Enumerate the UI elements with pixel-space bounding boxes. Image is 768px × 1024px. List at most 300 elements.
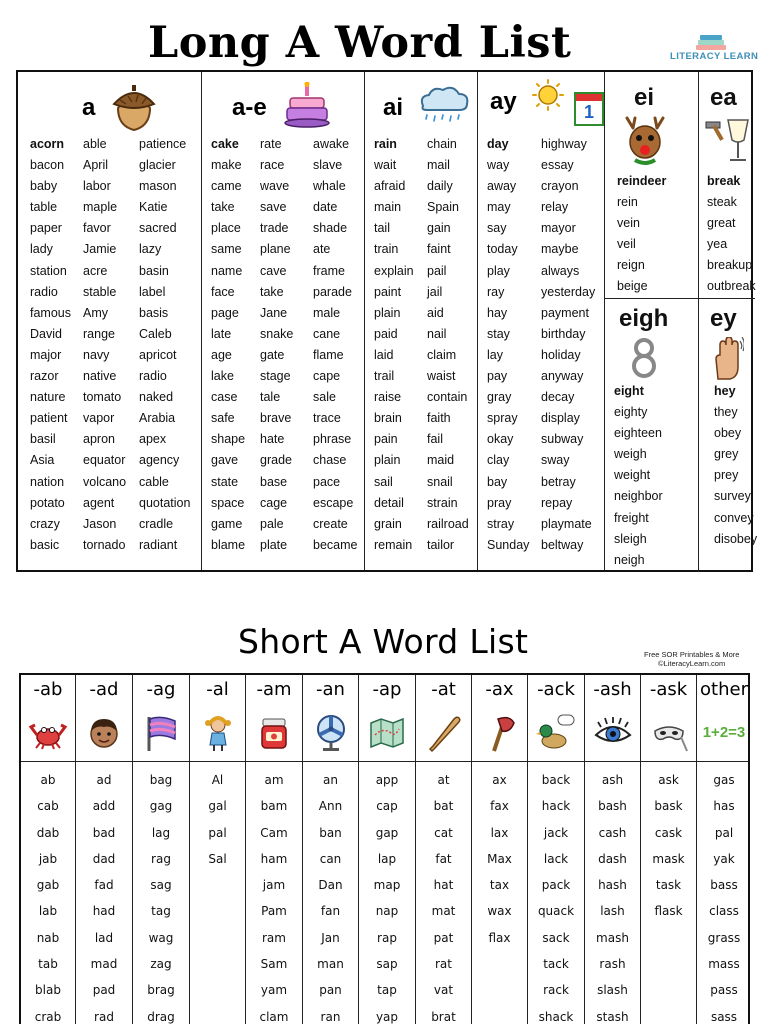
a-e-word: make <box>211 158 242 173</box>
ay-word: relay <box>541 200 569 215</box>
a-e-word: brave <box>260 411 292 426</box>
short-a-word: mass <box>708 957 740 972</box>
a-word: radiant <box>139 537 178 552</box>
short-column-label: -ax <box>485 679 514 700</box>
ai-word: fail <box>427 432 443 447</box>
a-e-word: gave <box>211 453 239 468</box>
a-e-word: snake <box>260 326 294 341</box>
ai-word: tail <box>374 221 390 236</box>
equation-icon: 1+2=3 <box>702 724 746 741</box>
ay-word: holiday <box>541 347 581 362</box>
a-word: maple <box>83 200 118 215</box>
short-a-table <box>19 673 750 1024</box>
a-word: bacon <box>30 158 65 173</box>
short-a-word: jack <box>543 825 569 840</box>
a-word: tomato <box>83 390 122 405</box>
ay-word: essay <box>541 158 574 173</box>
ai-word: remain <box>374 537 413 552</box>
section-ai-col-2 <box>427 134 469 556</box>
ay-word: today <box>487 242 518 257</box>
short-a-word: brat <box>431 1009 456 1024</box>
number-eight-icon <box>627 337 661 379</box>
section-ei-label: ei <box>634 84 655 111</box>
short-column-words <box>190 767 245 872</box>
short-a-word: back <box>541 773 571 787</box>
a-word: nation <box>30 474 65 489</box>
short-a-word: sap <box>376 957 398 972</box>
short-a-word: hack <box>541 799 571 814</box>
a-e-word: age <box>211 347 232 362</box>
a-word: agent <box>83 495 115 510</box>
literacy-learn-logo <box>670 36 759 66</box>
short-a-word: vat <box>433 983 454 998</box>
a-word: Jamie <box>83 242 117 257</box>
section-a-col-1 <box>30 134 71 556</box>
a-e-word: place <box>211 221 241 236</box>
short-a-word: cash <box>598 825 627 840</box>
short-a-word: tab <box>38 957 58 972</box>
section-eigh <box>605 299 698 572</box>
ai-word: rain <box>374 137 397 151</box>
short-column-ax <box>472 675 528 1024</box>
ai-word: paint <box>374 284 402 299</box>
eigh-word: neigh <box>614 552 645 567</box>
short-a-word: pal <box>208 825 227 840</box>
ay-word: away <box>487 179 517 194</box>
section-ay <box>478 72 605 570</box>
a-e-word: save <box>260 200 287 215</box>
a-e-word: ate <box>313 242 331 257</box>
ai-word: jail <box>427 284 443 299</box>
a-word: vapor <box>83 411 115 426</box>
a-e-word: shade <box>313 221 348 236</box>
short-a-word: pass <box>710 983 738 998</box>
short-column-at <box>416 675 472 1024</box>
crab-icon <box>28 713 68 753</box>
free-note <box>644 650 739 668</box>
section-ea <box>698 72 755 298</box>
short-a-word: cat <box>434 825 453 840</box>
ay-word: birthday <box>541 326 586 341</box>
short-column-words <box>416 767 471 1024</box>
short-a-word: gap <box>375 825 399 840</box>
short-column-label: -at <box>431 679 456 700</box>
a-e-word: escape <box>313 495 354 510</box>
short-column-label: -ad <box>89 679 119 700</box>
short-a-word: drag <box>147 1009 175 1024</box>
a-e-word: face <box>211 284 235 299</box>
short-column-label: -ag <box>146 679 176 700</box>
a-word: naked <box>139 390 174 405</box>
short-a-word: sass <box>710 1009 738 1024</box>
ai-word: daily <box>427 179 453 194</box>
short-a-word: crab <box>34 1009 62 1024</box>
short-a-word: bad <box>92 825 116 840</box>
short-a-word: ban <box>319 825 342 840</box>
a-e-word: pale <box>260 516 284 531</box>
short-a-word: jam <box>262 878 286 893</box>
short-a-word: can <box>319 851 342 866</box>
short-a-word: rap <box>377 930 397 945</box>
a-word: navy <box>83 347 110 362</box>
a-word: apex <box>139 432 167 447</box>
ai-word: aid <box>427 305 444 320</box>
short-a-word: flax <box>488 930 511 945</box>
ay-word: way <box>487 158 510 173</box>
short-a-word: yak <box>713 851 735 866</box>
ay-word: subway <box>541 432 584 447</box>
ay-word: lay <box>487 347 503 362</box>
short-a-word: yam <box>260 983 288 998</box>
section-a-e-label: a-e <box>232 94 267 121</box>
ay-word: day <box>487 137 509 151</box>
short-a-word: sag <box>150 878 172 893</box>
short-a-word: gab <box>36 878 60 893</box>
section-ey-words <box>714 381 757 550</box>
short-column-words <box>246 767 302 1024</box>
short-a-word: mash <box>596 930 629 945</box>
short-a-word: Pam <box>261 904 287 919</box>
short-a-word: dash <box>598 851 627 866</box>
ey-word: grey <box>714 447 739 462</box>
short-column-other <box>697 675 751 1024</box>
short-a-word: flask <box>654 904 683 919</box>
a-e-word: case <box>211 390 238 405</box>
section-ei-words <box>617 171 666 298</box>
short-a-word: man <box>317 957 344 972</box>
a-e-word: cape <box>313 369 341 384</box>
ea-word: outbreak <box>707 279 756 294</box>
a-e-word: came <box>211 179 242 194</box>
short-column-ad <box>76 675 133 1024</box>
a-e-word: became <box>313 537 358 552</box>
short-a-word: slash <box>597 983 628 998</box>
ai-word: gain <box>427 221 451 236</box>
a-word: apron <box>83 432 115 447</box>
short-a-word: class <box>709 904 739 919</box>
short-a-word: lack <box>543 851 569 866</box>
duck-quack-icon <box>536 713 576 753</box>
ay-word: payment <box>541 305 589 320</box>
ai-word: Spain <box>427 200 459 215</box>
a-word: native <box>83 369 117 384</box>
short-column-ash <box>585 675 641 1024</box>
ai-word: explain <box>374 263 414 278</box>
section-ay-col-1 <box>487 134 529 556</box>
a-e-word: lake <box>211 369 234 384</box>
a-e-word: slave <box>313 158 343 173</box>
ai-word: chain <box>427 137 457 151</box>
ei-word: reindeer <box>617 174 667 188</box>
ey-word: prey <box>714 468 739 483</box>
short-a-word: lad <box>94 930 114 945</box>
short-a-word: brag <box>147 983 175 998</box>
ea-word: steak <box>707 195 737 210</box>
short-a-word: has <box>713 799 735 814</box>
short-a-word: hat <box>433 878 454 893</box>
short-a-word: task <box>655 878 682 893</box>
ai-word: maid <box>427 453 455 468</box>
short-a-word: pack <box>541 878 571 893</box>
eigh-word: freight <box>614 510 649 525</box>
section-eigh-words <box>614 381 663 571</box>
section-a-e-col-3 <box>313 134 357 556</box>
short-column-label: -ack <box>537 679 575 700</box>
a-e-word: blame <box>211 537 246 552</box>
a-word: paper <box>30 221 62 236</box>
a-e-word: flame <box>313 347 344 362</box>
short-column-label: -al <box>206 679 229 700</box>
a-word: Katie <box>139 200 168 215</box>
a-word: favor <box>83 221 111 236</box>
reindeer-icon <box>619 114 671 166</box>
short-a-word: bass <box>710 878 738 893</box>
short-a-word: bask <box>654 799 683 814</box>
short-a-word: bat <box>433 799 454 814</box>
sun-icon <box>528 78 568 112</box>
a-e-word: sale <box>313 390 336 405</box>
ay-word: repay <box>541 495 573 510</box>
a-word: patient <box>30 411 68 426</box>
short-a-word: cab <box>37 799 59 814</box>
short-column-words <box>303 767 358 1024</box>
section-a-e-col-2 <box>260 134 293 556</box>
short-a-word: ax <box>492 773 507 787</box>
a-word: labor <box>83 179 111 194</box>
a-word: acorn <box>30 137 65 151</box>
short-a-word: yap <box>375 1009 399 1024</box>
a-word: Jason <box>83 516 117 531</box>
a-word: lady <box>30 242 53 257</box>
a-e-word: cane <box>313 326 341 341</box>
a-e-word: parade <box>313 284 352 299</box>
short-column-ag <box>133 675 190 1024</box>
short-a-word: ad <box>96 773 112 787</box>
a-word: label <box>139 284 166 299</box>
mask-icon <box>649 713 689 753</box>
a-e-word: stage <box>260 369 291 384</box>
a-word: station <box>30 263 67 278</box>
short-a-word: fad <box>94 878 114 893</box>
a-word: radio <box>30 284 58 299</box>
section-ey <box>698 299 758 572</box>
short-a-word: tax <box>489 878 510 893</box>
short-column-label: -am <box>256 679 292 700</box>
waving-hand-icon <box>710 337 744 381</box>
ay-word: always <box>541 263 580 278</box>
a-e-word: hate <box>260 432 285 447</box>
short-column-label: -ap <box>372 679 402 700</box>
fan-icon <box>311 713 351 753</box>
ay-word: decay <box>541 390 575 405</box>
ay-word: anyway <box>541 369 584 384</box>
a-e-word: same <box>211 242 242 257</box>
a-e-word: cage <box>260 495 288 510</box>
a-e-word: wave <box>260 179 290 194</box>
short-a-word: rad <box>94 1009 114 1024</box>
ay-word: spray <box>487 411 518 426</box>
a-word: mason <box>139 179 177 194</box>
section-ay-label: ay <box>490 88 517 115</box>
section-eigh-label: eigh <box>619 305 669 332</box>
a-e-word: grade <box>260 453 292 468</box>
short-a-word: at <box>437 773 450 787</box>
free-note-line-1: Free SOR Printables & More <box>644 650 740 659</box>
ai-word: sail <box>374 474 393 489</box>
a-word: crazy <box>30 516 60 531</box>
a-word: Amy <box>83 305 108 320</box>
a-word: Arabia <box>139 411 176 426</box>
a-word: cable <box>139 474 169 489</box>
short-a-word: wax <box>487 904 512 919</box>
short-a-word: lab <box>38 904 58 919</box>
short-a-word: quack <box>537 904 575 919</box>
short-a-word: rack <box>543 983 569 998</box>
short-a-word: cap <box>376 799 398 814</box>
short-a-word: add <box>92 799 116 814</box>
a-word: agency <box>139 453 180 468</box>
a-word: glacier <box>139 158 176 173</box>
short-a-word: bash <box>598 799 627 814</box>
ey-word: obey <box>714 426 742 441</box>
short-a-word: am <box>264 773 284 787</box>
short-a-word: ram <box>262 930 286 945</box>
short-column-words <box>528 767 584 1024</box>
short-column-words <box>697 767 751 1024</box>
a-word: tornado <box>83 537 126 552</box>
ai-word: afraid <box>374 179 406 194</box>
section-a-e-col-1 <box>211 134 245 556</box>
hammer-and-glass-icon <box>704 116 752 166</box>
short-a-word: grass <box>707 930 741 945</box>
short-a-word: bag <box>149 773 173 787</box>
a-e-word: space <box>211 495 245 510</box>
section-ai-col-1 <box>374 134 414 556</box>
a-e-word: name <box>211 263 243 278</box>
page-title-long-a: Long A Word List <box>148 18 572 68</box>
short-a-word: dab <box>36 825 60 840</box>
short-a-word: gag <box>149 799 173 814</box>
short-column-label: -an <box>316 679 345 700</box>
short-a-word: mad <box>90 957 118 972</box>
short-a-word: map <box>373 878 401 893</box>
a-word: basil <box>30 432 56 447</box>
ai-word: plain <box>374 453 401 468</box>
long-a-table <box>16 70 758 572</box>
ai-word: detail <box>374 495 404 510</box>
short-a-word: clam <box>259 1009 289 1024</box>
eigh-word: neighbor <box>614 489 663 504</box>
short-column-words <box>472 767 527 951</box>
short-a-word: rag <box>151 851 171 866</box>
short-a-word: Cam <box>260 825 288 840</box>
books-icon <box>696 36 730 50</box>
short-a-word: ab <box>40 773 56 787</box>
short-a-word: ash <box>601 773 624 787</box>
a-word: radio <box>139 369 167 384</box>
ai-word: wait <box>374 158 397 173</box>
acorn-icon <box>110 82 158 132</box>
short-a-word: Ann <box>318 799 343 814</box>
girl-icon <box>198 713 238 753</box>
short-a-word: lax <box>490 825 509 840</box>
short-column-ab <box>21 675 76 1024</box>
a-e-word: male <box>313 305 341 320</box>
ai-word: trail <box>374 369 395 384</box>
ai-word: paid <box>374 326 398 341</box>
ay-word: Sunday <box>487 537 530 552</box>
calendar-number: 1 <box>583 102 594 122</box>
short-a-word: Dan <box>318 878 343 893</box>
short-a-word: tag <box>151 904 171 919</box>
ay-word: stray <box>487 516 515 531</box>
short-a-word: lash <box>600 904 625 919</box>
section-a <box>18 72 202 570</box>
section-a-e <box>202 72 365 570</box>
ay-word: may <box>487 200 511 215</box>
a-word: Caleb <box>139 326 172 341</box>
a-word: apricot <box>139 347 177 362</box>
eigh-word: weight <box>614 468 651 483</box>
a-word: stable <box>83 284 117 299</box>
a-word: potato <box>30 495 65 510</box>
short-a-word: mask <box>652 851 685 866</box>
short-a-word: rat <box>435 957 452 972</box>
ai-word: railroad <box>427 516 469 531</box>
section-ay-col-2 <box>541 134 595 556</box>
ai-word: main <box>374 200 402 215</box>
a-e-word: rate <box>260 137 282 151</box>
short-a-word: ran <box>320 1009 341 1024</box>
short-a-word: tap <box>377 983 397 998</box>
ey-word: they <box>714 405 738 420</box>
ay-word: crayon <box>541 179 579 194</box>
short-a-word: blab <box>35 983 61 998</box>
section-ea-label: ea <box>710 84 737 111</box>
ai-word: pail <box>427 263 447 278</box>
short-a-word: lag <box>151 825 171 840</box>
a-e-word: shape <box>211 432 246 447</box>
short-a-word: dad <box>92 851 116 866</box>
ai-word: faint <box>427 242 451 257</box>
short-column-label: -ab <box>33 679 63 700</box>
calendar-icon <box>574 92 604 126</box>
a-e-word: safe <box>211 411 235 426</box>
short-a-word: an <box>323 773 338 787</box>
a-word: table <box>30 200 58 215</box>
ai-word: plain <box>374 305 401 320</box>
ai-word: faith <box>427 411 451 426</box>
short-a-word: fat <box>435 851 452 866</box>
bat-icon <box>424 713 464 753</box>
section-a-col-2 <box>83 134 126 556</box>
a-e-word: cave <box>260 263 287 278</box>
section-a-col-3 <box>139 134 190 556</box>
a-word: basic <box>30 537 60 552</box>
short-column-words <box>21 767 75 1024</box>
a-word: baby <box>30 179 58 194</box>
cake-icon <box>284 82 330 130</box>
a-e-word: trace <box>313 411 341 426</box>
ai-word: laid <box>374 347 394 362</box>
short-a-word: Max <box>487 851 512 866</box>
short-a-word: had <box>92 904 116 919</box>
a-word: lazy <box>139 242 162 257</box>
short-a-word: pal <box>714 825 734 840</box>
section-ai <box>365 72 478 570</box>
ai-word: strain <box>427 495 458 510</box>
ay-word: bay <box>487 474 508 489</box>
